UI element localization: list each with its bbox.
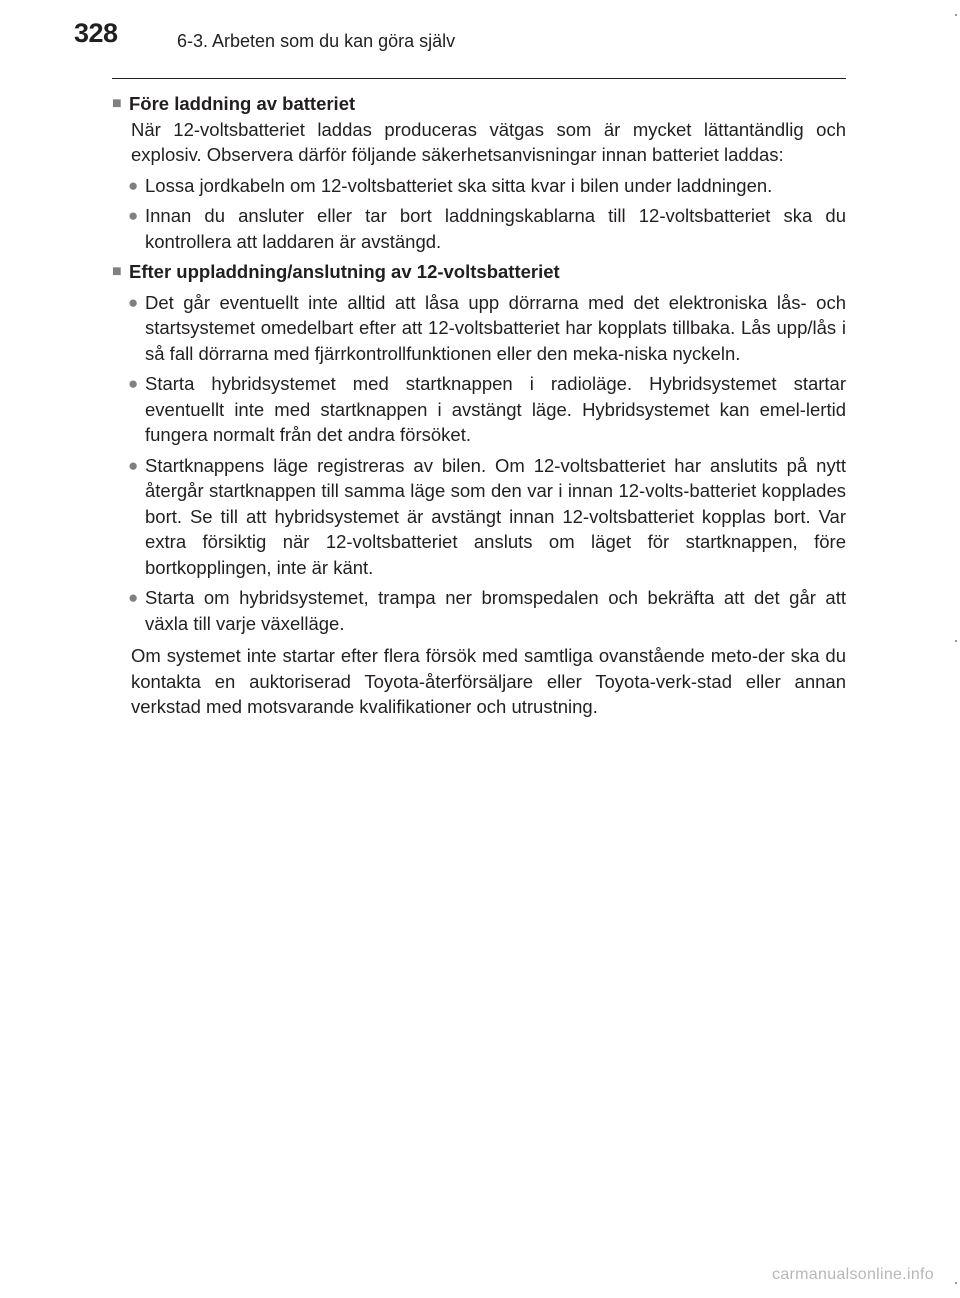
list-item-text: Det går eventuellt inte alltid att låsa upp dörrarna med det elektroniska lås- och startsystemet omedelbart efter att 12-voltsbatteriet har kopplats tillbaka. Lås upp/lås i så fall dörrarna med fjärrkontrollfunktionen eller den meka-niska nyckeln. (145, 291, 846, 364)
list-item (128, 585, 846, 636)
list-item-text: Starta hybridsystemet med startknappen i radioläge. Hybridsystemet startar eventuellt inte med startknappen i avstängt läge. Hybridsystemet kan emel-lertid fungera normalt från det andra försöket. (145, 373, 846, 445)
list-item (128, 453, 846, 581)
heading-before-charging-text: Före laddning av batteriet (129, 93, 356, 114)
edge-mark (955, 1282, 957, 1284)
list-item (128, 173, 846, 199)
circle-bullet-icon: ● (128, 175, 139, 195)
list-item (128, 203, 846, 254)
watermark-text: carmanualsonline.info (772, 1266, 934, 1283)
circle-bullet-icon: ● (128, 374, 139, 393)
edge-mark (955, 640, 957, 642)
list-item (128, 371, 846, 448)
closing-paragraph: Om systemet inte startar efter flera försök med samtliga ovanstående meto-der ska du kontakta en auktoriserad Toyota-återförsäljare eller Toyota-verk-stad eller annan verkstad med motsvarande kvalifikationer och utrustning. (131, 645, 846, 717)
header-divider (112, 78, 846, 79)
circle-bullet-icon: ● (128, 206, 139, 225)
circle-bullet-icon: ● (128, 455, 139, 475)
edge-mark (955, 14, 957, 16)
section-heading: 6-3. Arbeten som du kan göra själv (177, 31, 456, 51)
square-bullet-icon: ■ (112, 95, 122, 112)
page-number: 328 (74, 18, 118, 48)
circle-bullet-icon: ● (128, 588, 139, 607)
circle-bullet-icon: ● (128, 292, 139, 312)
heading-before-charging (112, 91, 846, 117)
list-item-text: Starta om hybridsystemet, trampa ner bromspedalen och bekräfta att det går att växla till varje växelläge. (145, 587, 846, 634)
square-bullet-icon: ■ (112, 263, 122, 280)
intro-paragraph: När 12-voltsbatteriet laddas produceras vätgas som är mycket lättantändlig och explosiv. Observera därför följande säkerhetsanvisningar innan batteriet laddas: (131, 118, 846, 165)
page-content (112, 88, 846, 720)
list-item-text: Startknappens läge registreras av bilen. Om 12-voltsbatteriet har anslutits på nytt återgår startknappen till samma läge som den var i innan 12-volts-batteriet kopplades bort. Se till att hybridsystemet är avstängt innan 12-voltsbatteriet kopplas bort. Var extra försiktig när 12-voltsbatteriet ansluts om läget för startknappen, före bortkopplingen, inte är känt. (145, 454, 846, 578)
list-item (128, 290, 846, 367)
list-item-text: Lossa jordkabeln om 12-voltsbatteriet ska sitta kvar i bilen under laddningen. (145, 174, 773, 196)
list-item-text: Innan du ansluter eller tar bort laddningskablarna till 12-voltsbatteriet ska du kontrollera att laddaren är avstängd. (145, 205, 846, 252)
heading-after-charging (112, 259, 846, 285)
heading-after-charging-text: Efter uppladdning/anslutning av 12-voltsbatteriet (129, 261, 560, 282)
